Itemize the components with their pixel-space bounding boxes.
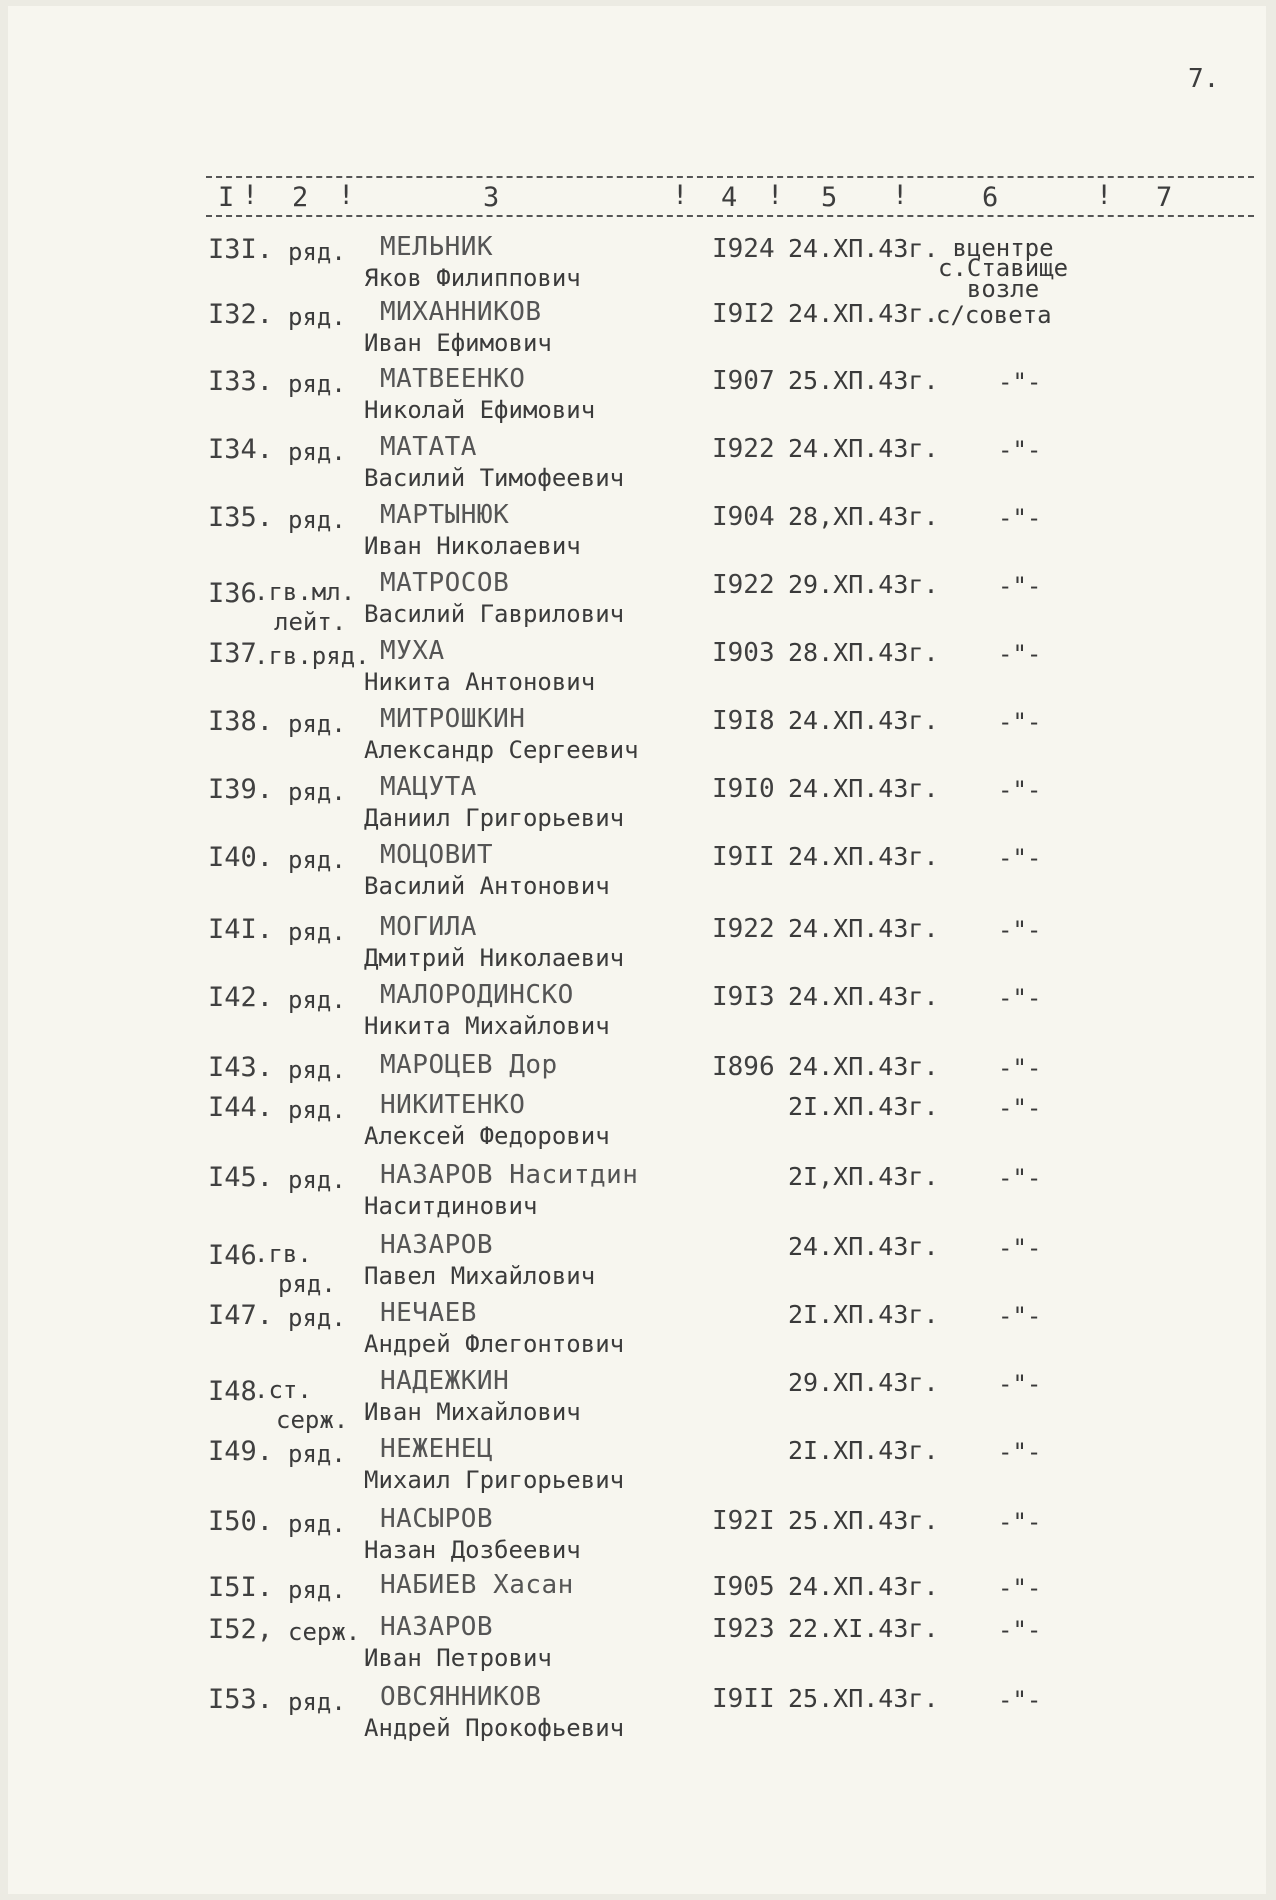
row-place: -"- xyxy=(998,1574,1042,1602)
row-birth-year: I922 xyxy=(712,914,775,944)
row-surname: МАЦУТА xyxy=(380,772,477,802)
row-rank: ряд. xyxy=(288,1166,346,1194)
row-rank: .ст. xyxy=(254,1376,312,1404)
col-separator: ! xyxy=(1096,180,1113,211)
row-rank: ряд. xyxy=(288,778,346,806)
row-given-names: Иван Ефимович xyxy=(364,329,552,357)
row-rank: ряд. xyxy=(288,238,346,266)
row-given-names: Павел Михайлович xyxy=(364,1262,596,1290)
row-date: 24.XП.43г. xyxy=(788,914,939,943)
row-rank: ряд. xyxy=(288,1440,346,1468)
row-given-names: Михаил Григорьевич xyxy=(364,1466,625,1494)
row-place: -"- xyxy=(998,572,1042,600)
col-separator: ! xyxy=(672,180,689,211)
row-date: 24.XП.43г. xyxy=(788,706,939,735)
row-date: 24.XП.43г. xyxy=(788,1232,939,1261)
row-number: I34. xyxy=(208,434,274,465)
col-header-7: 7 xyxy=(1156,182,1173,213)
row-surname: НАБИЕВ Хасан xyxy=(380,1570,574,1600)
row-rank: ряд. xyxy=(288,1688,346,1716)
row-surname: МАТВЕЕНКО xyxy=(380,364,526,394)
row-surname: НАСЫРОВ xyxy=(380,1504,494,1534)
row-birth-year: I9I3 xyxy=(712,982,775,1012)
row-place: -"- xyxy=(998,1234,1042,1262)
row-given-names: Василий Тимофеевич xyxy=(364,464,625,492)
col-header-2: 2 xyxy=(292,182,309,213)
row-date: 24.XП.43г. xyxy=(788,434,939,463)
row-surname: МОЦОВИТ xyxy=(380,840,494,870)
row-number: I40. xyxy=(208,842,274,873)
row-given-names: Алексей Федорович xyxy=(364,1122,610,1150)
row-surname: МАРОЦЕВ Дор xyxy=(380,1050,558,1080)
row-date: 24.XП.43г. xyxy=(788,982,939,1011)
row-given-names: Иван Петрович xyxy=(364,1644,552,1672)
row-place: вцентре с.Ставище возле xyxy=(938,234,1069,303)
row-place: -"- xyxy=(998,368,1042,396)
page-number: 7. xyxy=(1188,64,1220,94)
row-place: -"- xyxy=(998,1302,1042,1330)
row-surname: МАРТЫНЮК xyxy=(380,500,510,530)
row-surname: НИКИТЕНКО xyxy=(380,1090,526,1120)
row-rank: серж. xyxy=(288,1618,361,1646)
row-number: I47. xyxy=(208,1300,274,1331)
row-surname: НЕЖЕНЕЦ xyxy=(380,1434,494,1464)
row-date: 2I,XП.43г. xyxy=(788,1162,939,1191)
row-date: 24.XП.43г. xyxy=(788,234,939,263)
row-date: 28.XП.43г. xyxy=(788,638,939,667)
document-page xyxy=(8,6,1266,1894)
row-number: I44. xyxy=(208,1092,274,1123)
header-top-rule xyxy=(206,176,1254,178)
row-given-names: Иван Михайлович xyxy=(364,1398,581,1426)
row-number: I38. xyxy=(208,706,274,737)
row-number: I5I. xyxy=(208,1572,274,1603)
row-rank: ряд. xyxy=(288,303,346,331)
col-separator: ! xyxy=(767,180,784,211)
row-birth-year: I904 xyxy=(712,502,775,532)
row-number: I32. xyxy=(208,299,274,330)
row-date: 25.XП.43г. xyxy=(788,1684,939,1713)
row-given-names: Никита Михайлович xyxy=(364,1012,610,1040)
row-surname: МУХА xyxy=(380,636,445,666)
col-header-6: 6 xyxy=(982,182,999,213)
row-surname: МЕЛЬНИК xyxy=(380,232,494,262)
row-birth-year: I907 xyxy=(712,366,775,396)
row-rank: ряд. xyxy=(288,1056,346,1084)
row-given-names: Андрей Прокофьевич xyxy=(364,1714,625,1742)
row-given-names: Яков Филиппович xyxy=(364,264,581,292)
row-date: 24.XП.43г. xyxy=(788,842,939,871)
row-birth-year: I903 xyxy=(712,638,775,668)
row-birth-year: I924 xyxy=(712,234,775,264)
row-surname: НАЗАРОВ Наситдин xyxy=(380,1160,639,1190)
row-given-names: Дмитрий Николаевич xyxy=(364,944,625,972)
row-number: I33. xyxy=(208,366,274,397)
row-date: 24.XП.43г. xyxy=(788,1052,939,1081)
row-birth-year: I92I xyxy=(712,1506,775,1536)
row-surname: НЕЧАЕВ xyxy=(380,1298,477,1328)
row-rank: ряд. xyxy=(288,846,346,874)
row-rank: ряд. xyxy=(288,438,346,466)
row-rank: .гв.мл. xyxy=(254,578,356,606)
row-date: 22.XI.43г. xyxy=(788,1614,939,1643)
row-birth-year: I922 xyxy=(712,434,775,464)
row-birth-year: I896 xyxy=(712,1052,775,1082)
row-place: -"- xyxy=(998,1370,1042,1398)
row-given-names: Андрей Флегонтович xyxy=(364,1330,625,1358)
row-given-names: Александр Сергеевич xyxy=(364,736,639,764)
row-place: с/совета xyxy=(936,301,1052,329)
row-date: 2I.XП.43г. xyxy=(788,1300,939,1329)
row-number: I52, xyxy=(208,1614,274,1645)
row-number: I35. xyxy=(208,502,274,533)
row-given-names: Николай Ефимович xyxy=(364,396,596,424)
row-date: 2I.XП.43г. xyxy=(788,1092,939,1121)
row-given-names: Даниил Григорьевич xyxy=(364,804,625,832)
row-rank: .гв.ряд. xyxy=(254,642,370,670)
row-rank-line2: серж. xyxy=(276,1406,349,1434)
row-number: I53. xyxy=(208,1684,274,1715)
row-given-names: Наситдинович xyxy=(364,1192,538,1220)
row-rank-line2: ряд. xyxy=(278,1270,336,1298)
row-rank: ряд. xyxy=(288,1576,346,1604)
row-place: -"- xyxy=(998,640,1042,668)
row-given-names: Василий Антонович xyxy=(364,872,610,900)
row-birth-year: I923 xyxy=(712,1614,775,1644)
row-date: 24.XП.43г. xyxy=(788,1572,939,1601)
row-place: -"- xyxy=(998,916,1042,944)
row-place: -"- xyxy=(998,1164,1042,1192)
row-rank: ряд. xyxy=(288,1304,346,1332)
row-rank: ряд. xyxy=(288,1510,346,1538)
row-number: I45. xyxy=(208,1162,274,1193)
row-date: 25.XП.43г. xyxy=(788,1506,939,1535)
row-surname: НАЗАРОВ xyxy=(380,1612,494,1642)
col-header-3: 3 xyxy=(483,182,500,213)
row-date: 25.XП.43г. xyxy=(788,366,939,395)
row-place: -"- xyxy=(998,984,1042,1012)
row-surname: МАТРОСОВ xyxy=(380,568,510,598)
row-number: I39. xyxy=(208,774,274,805)
col-separator: ! xyxy=(892,180,909,211)
row-surname: МИТРОШКИН xyxy=(380,704,526,734)
row-date: 29.XП.43г. xyxy=(788,1368,939,1397)
row-place: -"- xyxy=(998,1438,1042,1466)
row-surname: МОГИЛА xyxy=(380,912,477,942)
row-birth-year: I905 xyxy=(712,1572,775,1602)
row-rank: ряд. xyxy=(288,1096,346,1124)
col-separator: ! xyxy=(242,180,259,211)
row-number: I50. xyxy=(208,1506,274,1537)
row-birth-year: I9I0 xyxy=(712,774,775,804)
row-surname: МАТАТА xyxy=(380,432,477,462)
row-rank: ряд. xyxy=(288,986,346,1014)
row-place: -"- xyxy=(998,844,1042,872)
row-place: -"- xyxy=(998,1686,1042,1714)
row-date: 2I.XП.43г. xyxy=(788,1436,939,1465)
row-number: I43. xyxy=(208,1052,274,1083)
col-header-4: 4 xyxy=(721,182,738,213)
row-surname: МАЛОРОДИНСКО xyxy=(380,980,574,1010)
row-surname: МИХАННИКОВ xyxy=(380,297,542,327)
row-rank: ряд. xyxy=(288,506,346,534)
row-date: 29.XП.43г. xyxy=(788,570,939,599)
row-place: -"- xyxy=(998,1508,1042,1536)
row-date: 24.XП.43г. xyxy=(788,774,939,803)
row-surname: ОВСЯННИКОВ xyxy=(380,1682,542,1712)
row-birth-year: I9I8 xyxy=(712,706,775,736)
row-rank: .гв. xyxy=(254,1240,312,1268)
row-rank: ряд. xyxy=(288,710,346,738)
col-header-5: 5 xyxy=(821,182,838,213)
row-surname: НАЗАРОВ xyxy=(380,1230,494,1260)
row-rank-line2: лейт. xyxy=(274,608,347,636)
row-place: -"- xyxy=(998,504,1042,532)
row-number: I48 xyxy=(208,1376,257,1407)
row-date: 28,XП.43г. xyxy=(788,502,939,531)
col-header-1: I xyxy=(218,182,235,213)
row-place: -"- xyxy=(998,1094,1042,1122)
row-given-names: Назан Дозбеевич xyxy=(364,1536,581,1564)
row-number: I37 xyxy=(208,638,257,669)
header-bottom-rule xyxy=(206,215,1254,217)
row-place: -"- xyxy=(998,1616,1042,1644)
row-number: I46 xyxy=(208,1240,257,1271)
row-number: I4I. xyxy=(208,914,274,945)
row-birth-year: I922 xyxy=(712,570,775,600)
row-place: -"- xyxy=(998,436,1042,464)
row-birth-year: I9II xyxy=(712,1684,775,1714)
col-separator: ! xyxy=(338,180,355,211)
row-number: I3I. xyxy=(208,234,274,265)
row-number: I36 xyxy=(208,578,257,609)
row-rank: ряд. xyxy=(288,918,346,946)
row-surname: НАДЕЖКИН xyxy=(380,1366,510,1396)
row-place: -"- xyxy=(998,776,1042,804)
row-place: -"- xyxy=(998,1054,1042,1082)
row-number: I49. xyxy=(208,1436,274,1467)
row-given-names: Никита Антонович xyxy=(364,668,596,696)
row-birth-year: I9II xyxy=(712,842,775,872)
row-date: 24.XП.43г. xyxy=(788,299,939,328)
row-birth-year: I9I2 xyxy=(712,299,775,329)
row-rank: ряд. xyxy=(288,370,346,398)
row-given-names: Василий Гаврилович xyxy=(364,600,625,628)
row-place: -"- xyxy=(998,708,1042,736)
row-number: I42. xyxy=(208,982,274,1013)
row-given-names: Иван Николаевич xyxy=(364,532,581,560)
